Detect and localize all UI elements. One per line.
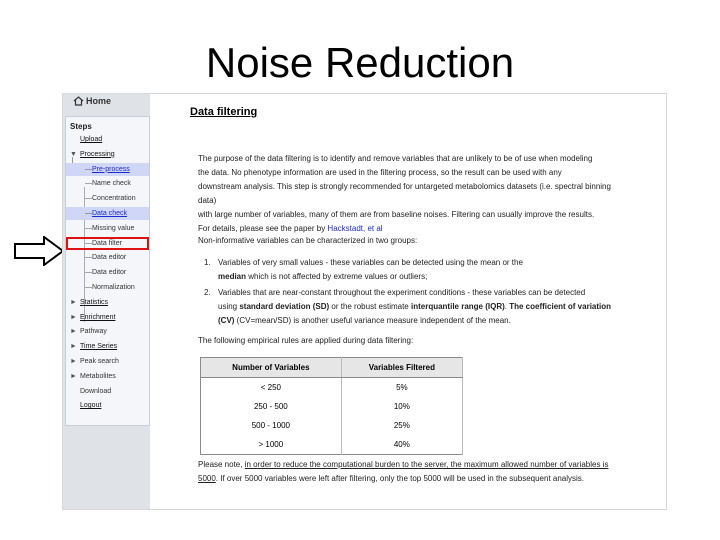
steps-label: Steps xyxy=(70,122,92,131)
sidebar-item-data-editor[interactable] xyxy=(66,266,149,279)
sidebar-item-pre-process[interactable] xyxy=(66,163,149,176)
sidebar-item-label: Logout xyxy=(80,402,102,410)
home-label: Home xyxy=(86,96,112,106)
sidebar-item-label: Pathway xyxy=(80,328,107,336)
app-screenshot xyxy=(62,93,667,510)
sidebar-item-label: Normalization xyxy=(92,284,135,291)
sidebar-item-statistics[interactable] xyxy=(66,296,149,309)
sidebar-item-label: Enrichment xyxy=(80,313,116,321)
slide-title: Noise Reduction xyxy=(205,39,515,86)
sidebar-item-data-filter[interactable] xyxy=(66,237,149,250)
table-row xyxy=(201,416,463,435)
table-cell: > 1000 xyxy=(201,435,342,455)
sidebar-item-label: Upload xyxy=(80,136,103,143)
table-cell: 500 - 1000 xyxy=(201,416,342,435)
sidebar-item-label: Missing value xyxy=(92,224,135,232)
collapsed-triangle-icon: ► xyxy=(70,343,77,351)
tree-branch-icon: — xyxy=(85,284,92,291)
sidebar-item-label: Metabolites xyxy=(80,372,116,380)
sidebar-item-label: Data check xyxy=(92,210,128,217)
sidebar-item-data-check[interactable] xyxy=(66,207,149,220)
tree-branch-icon: — xyxy=(85,180,92,188)
hackstadt-link[interactable]: Hackstadt, et al xyxy=(327,224,383,233)
sidebar-item-label: Data filter xyxy=(92,239,122,247)
sidebar-item-label: Time Series xyxy=(80,343,118,351)
sidebar-item-label: Processing xyxy=(80,150,115,158)
intro-line: The purpose of the data filtering is to identify and remove variables that are unlikely to be of use when modeling xyxy=(198,154,593,163)
sidebar-item-label: Pre-process xyxy=(92,165,130,173)
sidebar-item-logout[interactable] xyxy=(66,399,149,412)
sidebar-item-enrichment[interactable] xyxy=(66,311,149,324)
table-cell: 40% xyxy=(341,435,462,455)
server-note: Please note, in order to reduce the computational burden to the server, the maximum allowed number of variables is 5000. If over 5000 variables were left after filtering, only the top 5000 will be used in the subsequent analysis. xyxy=(198,460,609,483)
list-item: 1. Variables of very small values - these variables can be detected using the mean or the median which is not affected by extreme values or outliers; xyxy=(204,258,523,281)
collapsed-triangle-icon: ► xyxy=(70,313,77,321)
sidebar-item-normalization[interactable] xyxy=(66,281,149,294)
sidebar-item-processing[interactable] xyxy=(66,148,149,161)
collapsed-triangle-icon: ► xyxy=(70,328,77,336)
lead-text: Non-informative variables can be characterized in two groups: xyxy=(198,236,418,245)
intro-paragraph xyxy=(198,152,626,236)
collapsed-triangle-icon: ► xyxy=(70,298,77,306)
table-intro: The following empirical rules are applied during data filtering: xyxy=(198,336,414,345)
intro-line: with large number of variables, many of them are from baseline noises. Filtering can usually improve the results. xyxy=(198,210,595,219)
sidebar-item-upload[interactable] xyxy=(66,133,149,146)
section-title: Data filtering xyxy=(190,106,258,118)
sidebar-item-time-series[interactable] xyxy=(66,340,149,353)
tree-branch-icon: — xyxy=(85,210,92,217)
table-row xyxy=(201,435,463,455)
sidebar-item-label: Name check xyxy=(92,180,131,188)
table-cell: 10% xyxy=(341,397,462,416)
tree-branch-icon: — xyxy=(85,269,92,277)
sidebar-item-missing-value[interactable] xyxy=(66,222,149,235)
intro-line: For details, please see the paper by Hackstadt, et al xyxy=(198,224,383,233)
sidebar-item-label: Data editor xyxy=(92,254,127,262)
steps-panel xyxy=(65,116,150,426)
sidebar-item-label: Concentration xyxy=(92,195,136,203)
intro-line: the data. No phenotype information are used in the filtering process, so the result can be used with any xyxy=(198,168,562,177)
tree-branch-icon: — xyxy=(85,254,92,262)
table-cell: 250 - 500 xyxy=(201,397,342,416)
sidebar-item-label: Download xyxy=(80,387,112,395)
tree-branch-icon: — xyxy=(85,239,92,247)
group-list xyxy=(198,256,628,330)
table-cell: 25% xyxy=(341,416,462,435)
sidebar-item-name-check[interactable] xyxy=(66,177,149,190)
sidebar-item-metabolites[interactable] xyxy=(66,370,149,383)
home-link[interactable] xyxy=(73,96,111,106)
pointer-arrow-icon xyxy=(14,236,64,266)
sidebar-item-pathway[interactable] xyxy=(66,325,149,338)
table-header: Number of Variables xyxy=(201,358,342,378)
collapsed-triangle-icon: ► xyxy=(70,372,77,380)
sidebar xyxy=(63,94,150,509)
main-content xyxy=(190,94,660,509)
expanded-triangle-icon: ▼ xyxy=(70,150,77,158)
sidebar-item-download[interactable] xyxy=(66,385,149,398)
sidebar-item-data-editor[interactable] xyxy=(66,251,149,264)
collapsed-triangle-icon: ► xyxy=(70,358,77,365)
table-cell: 5% xyxy=(341,378,462,398)
sidebar-item-label: Statistics xyxy=(80,298,109,306)
table-row xyxy=(201,378,463,398)
sidebar-item-concentration[interactable] xyxy=(66,192,149,205)
list-item: 2. Variables that are near-constant throughout the experiment conditions - these variables can be detected using standard deviation (SD) or the robust estimate interquantile range (IQR). The coefficient of variation (CV) (CV=mean/SD) is another useful variance measure independent of the mean. xyxy=(204,288,612,325)
table-cell: < 250 xyxy=(201,378,342,398)
tree-branch-icon: — xyxy=(85,224,92,232)
tree-branch-icon: — xyxy=(85,165,92,173)
sidebar-item-label: Data editor xyxy=(92,269,127,277)
filter-rules-table xyxy=(200,357,463,455)
table-row xyxy=(201,397,463,416)
home-icon xyxy=(73,96,84,106)
intro-line: downstream analysis. This step is strongly recommended for untargeted metabolomics datasets (i.e. spectral binning data) xyxy=(198,182,611,205)
table-header: Variables Filtered xyxy=(341,358,462,378)
sidebar-item-peak-search[interactable] xyxy=(66,355,149,368)
tree-branch-icon: — xyxy=(85,195,92,203)
sidebar-item-label: Peak search xyxy=(80,358,119,365)
